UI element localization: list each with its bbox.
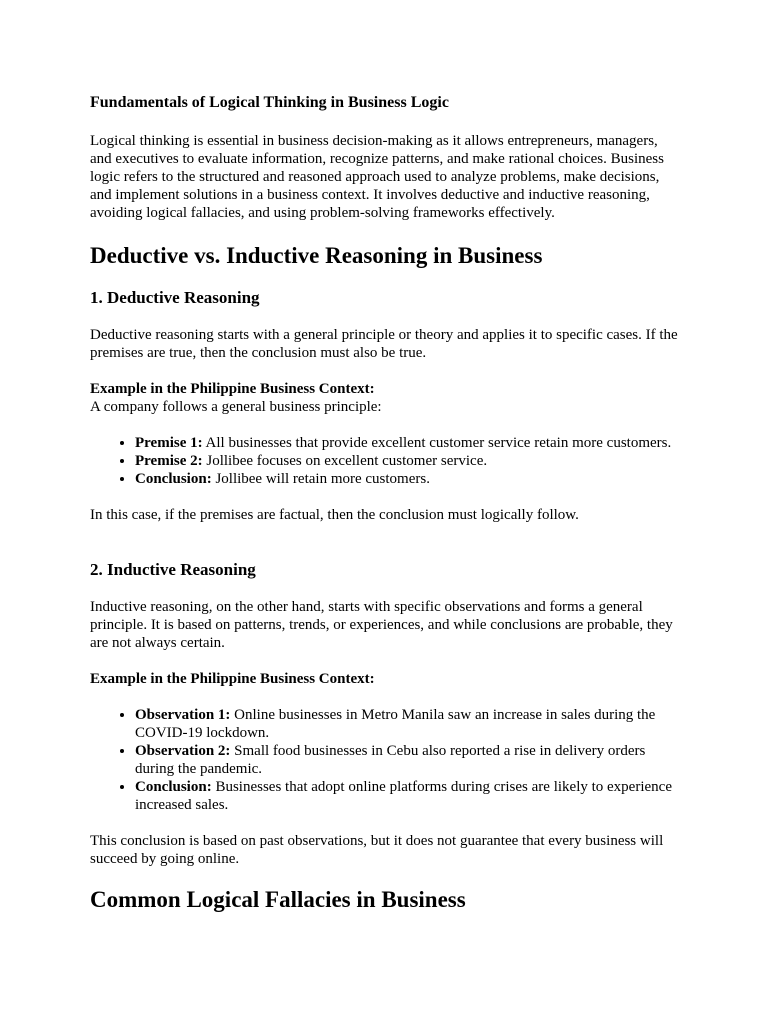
list-item-label: Premise 2:: [135, 453, 203, 469]
section-heading-reasoning: Deductive vs. Inductive Reasoning in Business: [90, 243, 543, 268]
deductive-description: Deductive reasoning starts with a general principle or theory and applies it to specific cases. If the premises are true, then the conclusion must also be true.: [90, 327, 678, 361]
inductive-description: Inductive reasoning, on the other hand, starts with specific observations and forms a general principle. It is based on patterns, trends, or experiences, and while conclusions are probable, they are not always certain.: [90, 599, 673, 651]
list-item-text: Jollibee will retain more customers.: [211, 471, 430, 487]
deductive-example-label: Example in the Philippine Business Context:: [90, 381, 375, 397]
list-item-text: Online businesses in Metro Manila saw an increase in sales during the COVID-19 lockdown.: [135, 707, 656, 741]
list-item-text: All businesses that provide excellent customer service retain more customers.: [202, 435, 672, 451]
list-item-text: Small food businesses in Cebu also reported a rise in delivery orders during the pandemic.: [135, 743, 646, 777]
inductive-observation-list: [90, 706, 678, 814]
blank-space: [90, 524, 678, 560]
list-item: [135, 778, 678, 814]
deductive-example-intro: A company follows a general business principle:: [90, 399, 382, 415]
list-item-text: Businesses that adopt online platforms during crises are likely to experience increased sales.: [135, 779, 672, 813]
subheading-deductive: 1. Deductive Reasoning: [90, 288, 260, 307]
list-item-label: Conclusion:: [135, 779, 212, 795]
list-item-label: Conclusion:: [135, 471, 212, 487]
deductive-closing: In this case, if the premises are factual, then the conclusion must logically follow.: [90, 507, 579, 523]
list-item-label: Observation 1:: [135, 707, 231, 723]
section-heading-fallacies: Common Logical Fallacies in Business: [90, 887, 466, 912]
list-item-label: Premise 1:: [135, 435, 203, 451]
inductive-example-label: Example in the Philippine Business Context:: [90, 671, 375, 687]
list-item: [135, 452, 678, 470]
list-item: [135, 742, 678, 778]
list-item-label: Observation 2:: [135, 743, 231, 759]
list-item-text: Jollibee focuses on excellent customer service.: [202, 453, 488, 469]
list-item: [135, 434, 678, 452]
list-item: [135, 470, 678, 488]
document-title: Fundamentals of Logical Thinking in Business Logic: [90, 94, 449, 111]
inductive-closing: This conclusion is based on past observations, but it does not guarantee that every business will succeed by going online.: [90, 833, 664, 867]
subheading-inductive: 2. Inductive Reasoning: [90, 560, 256, 579]
list-item: [135, 706, 678, 742]
intro-paragraph: Logical thinking is essential in business decision-making as it allows entrepreneurs, managers, and executives to evaluate information, recognize patterns, and make rational choices. Business logic refers to the structured and reasoned approach used to analyze problems, make decisions, and implement solutions in a business context. It involves deductive and inductive reasoning, avoiding logical fallacies, and using problem-solving frameworks effectively.: [90, 133, 664, 221]
deductive-premise-list: [90, 434, 678, 488]
